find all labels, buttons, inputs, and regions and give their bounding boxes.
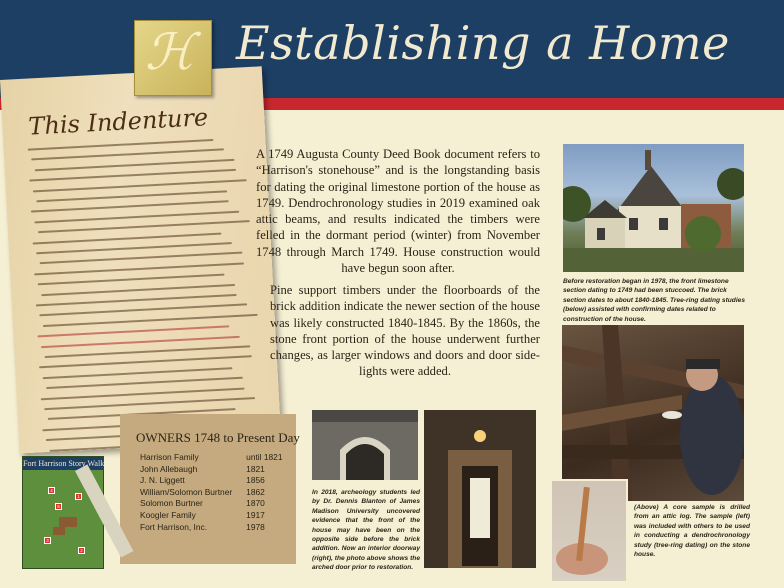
handwriting-line bbox=[36, 294, 237, 307]
handwriting-line bbox=[43, 367, 233, 379]
house-photo bbox=[563, 144, 744, 272]
map-building bbox=[53, 527, 65, 535]
owner-name: Harrison Family bbox=[140, 452, 199, 462]
owner-year: 1821 bbox=[246, 463, 265, 474]
owner-year: 1856 bbox=[246, 475, 265, 486]
owners-panel bbox=[120, 414, 300, 564]
deed-heading: This Indenture bbox=[27, 103, 209, 141]
owner-row bbox=[140, 510, 282, 522]
map-marker: 5 bbox=[55, 503, 62, 510]
handwriting-line bbox=[46, 377, 243, 389]
attic-illustration bbox=[562, 325, 744, 501]
handwriting-line bbox=[38, 220, 250, 233]
owner-row bbox=[140, 498, 282, 510]
handwriting-line bbox=[36, 242, 232, 254]
handwriting-line bbox=[31, 201, 229, 213]
handwriting-line bbox=[41, 335, 240, 347]
handwriting-line bbox=[38, 274, 225, 286]
deed-document-image bbox=[0, 66, 281, 453]
map-marker: 1 bbox=[75, 493, 82, 500]
interior-doorway-photo bbox=[424, 410, 536, 568]
owner-name: Solomon Burtner bbox=[140, 498, 203, 509]
owner-year: 1917 bbox=[246, 509, 265, 520]
handwriting-line bbox=[39, 356, 252, 369]
handwriting-line bbox=[41, 284, 235, 296]
owner-year: 1862 bbox=[246, 486, 265, 497]
map-marker: 4 bbox=[48, 487, 55, 494]
handwriting-line bbox=[34, 210, 239, 223]
arched-door-photo bbox=[312, 410, 418, 480]
owner-name: John Allebaugh bbox=[140, 463, 198, 474]
fh-monogram-icon bbox=[134, 20, 212, 96]
owner-row bbox=[140, 487, 282, 499]
handwriting-line bbox=[40, 252, 243, 265]
map-marker: 3 bbox=[44, 537, 51, 544]
owner-year: until 1821 bbox=[246, 452, 283, 462]
intro-paragraph-1: A 1749 Augusta County Deed Book document refers to “Harrison's stonehouse” and is the longstanding basis for dating the original limestone portion of the house as 1749. Dendrochronology studies in 2019 examined oak attic beams, and results indicated the timbers were felled in the dormant period (winter) from November 1748 through March 1749. House construction would have begun soon after. bbox=[256, 147, 540, 276]
owner-year: 1978 bbox=[246, 521, 265, 532]
handwriting-line bbox=[29, 169, 236, 182]
owner-year: 1870 bbox=[246, 498, 265, 509]
owner-name: Fort Harrison, Inc. bbox=[140, 521, 208, 532]
core-sample-photo bbox=[550, 479, 628, 583]
handwriting-line bbox=[45, 345, 251, 358]
owner-row bbox=[140, 464, 282, 476]
owner-name: J. N. Liggett bbox=[140, 475, 185, 486]
doorway-illustration bbox=[424, 410, 536, 568]
monogram-glyph: ℋ bbox=[145, 23, 195, 81]
owner-row bbox=[140, 522, 282, 534]
handwriting-line bbox=[31, 149, 224, 161]
house-illustration bbox=[563, 144, 744, 272]
owner-row bbox=[140, 452, 282, 464]
house-caption: Before restoration began in 1978, the front limestone section dating to 1749 had been stuccoed. The brick section dates to about 1840-1845. Tree-ring dating studies (below) assisted with confirming dates related to construction of the house. bbox=[563, 278, 745, 323]
core-sample-caption: (Above) A core sample is drilled from an attic log. The sample (left) was included with others to be used in conducting a dendrochronology study (tree-ring dating) on the stone house. bbox=[634, 504, 750, 559]
handwriting-line bbox=[39, 304, 247, 317]
page-title: Establishing a Home bbox=[236, 16, 730, 70]
arch-illustration bbox=[312, 410, 418, 480]
owner-name: William/Solomon Burtner bbox=[140, 486, 233, 497]
owner-name: Koogler Family bbox=[140, 509, 196, 520]
archaeology-caption: In 2018, archeology students led by Dr. Dennis Blanton of James Madison University uncovered evidence that the front of the house may have been on the opposite side before the brick addition. Now an interior doorway (right), the photo above shows the arched door prior to restoration. bbox=[312, 489, 420, 572]
handwriting-line bbox=[35, 159, 235, 171]
handwriting-line bbox=[33, 232, 222, 244]
story-walk-map bbox=[22, 456, 104, 569]
map-marker: 2 bbox=[78, 547, 85, 554]
handwriting-line bbox=[28, 139, 214, 151]
owners-title: OWNERS 1748 to Present Day bbox=[136, 430, 300, 445]
handwriting-line bbox=[36, 190, 227, 202]
owner-row bbox=[140, 475, 282, 487]
handwriting-line bbox=[37, 326, 229, 338]
map-building bbox=[59, 517, 77, 527]
intro-paragraph-2: Pine support timbers under the floorboards of the brick addition indicate the newer section of the house was likely constructed 1840-1845. By the 1860s, the stone front portion of the house underwent further changes, as larger windows and doors and door side-lights were added. bbox=[270, 283, 540, 379]
attic-core-photo bbox=[562, 325, 744, 501]
handwriting-line bbox=[41, 387, 245, 400]
story-walk-title: Fort Harrison Story Walk bbox=[23, 459, 105, 468]
core-sample-illustration bbox=[552, 481, 626, 581]
owners-table bbox=[140, 452, 282, 533]
